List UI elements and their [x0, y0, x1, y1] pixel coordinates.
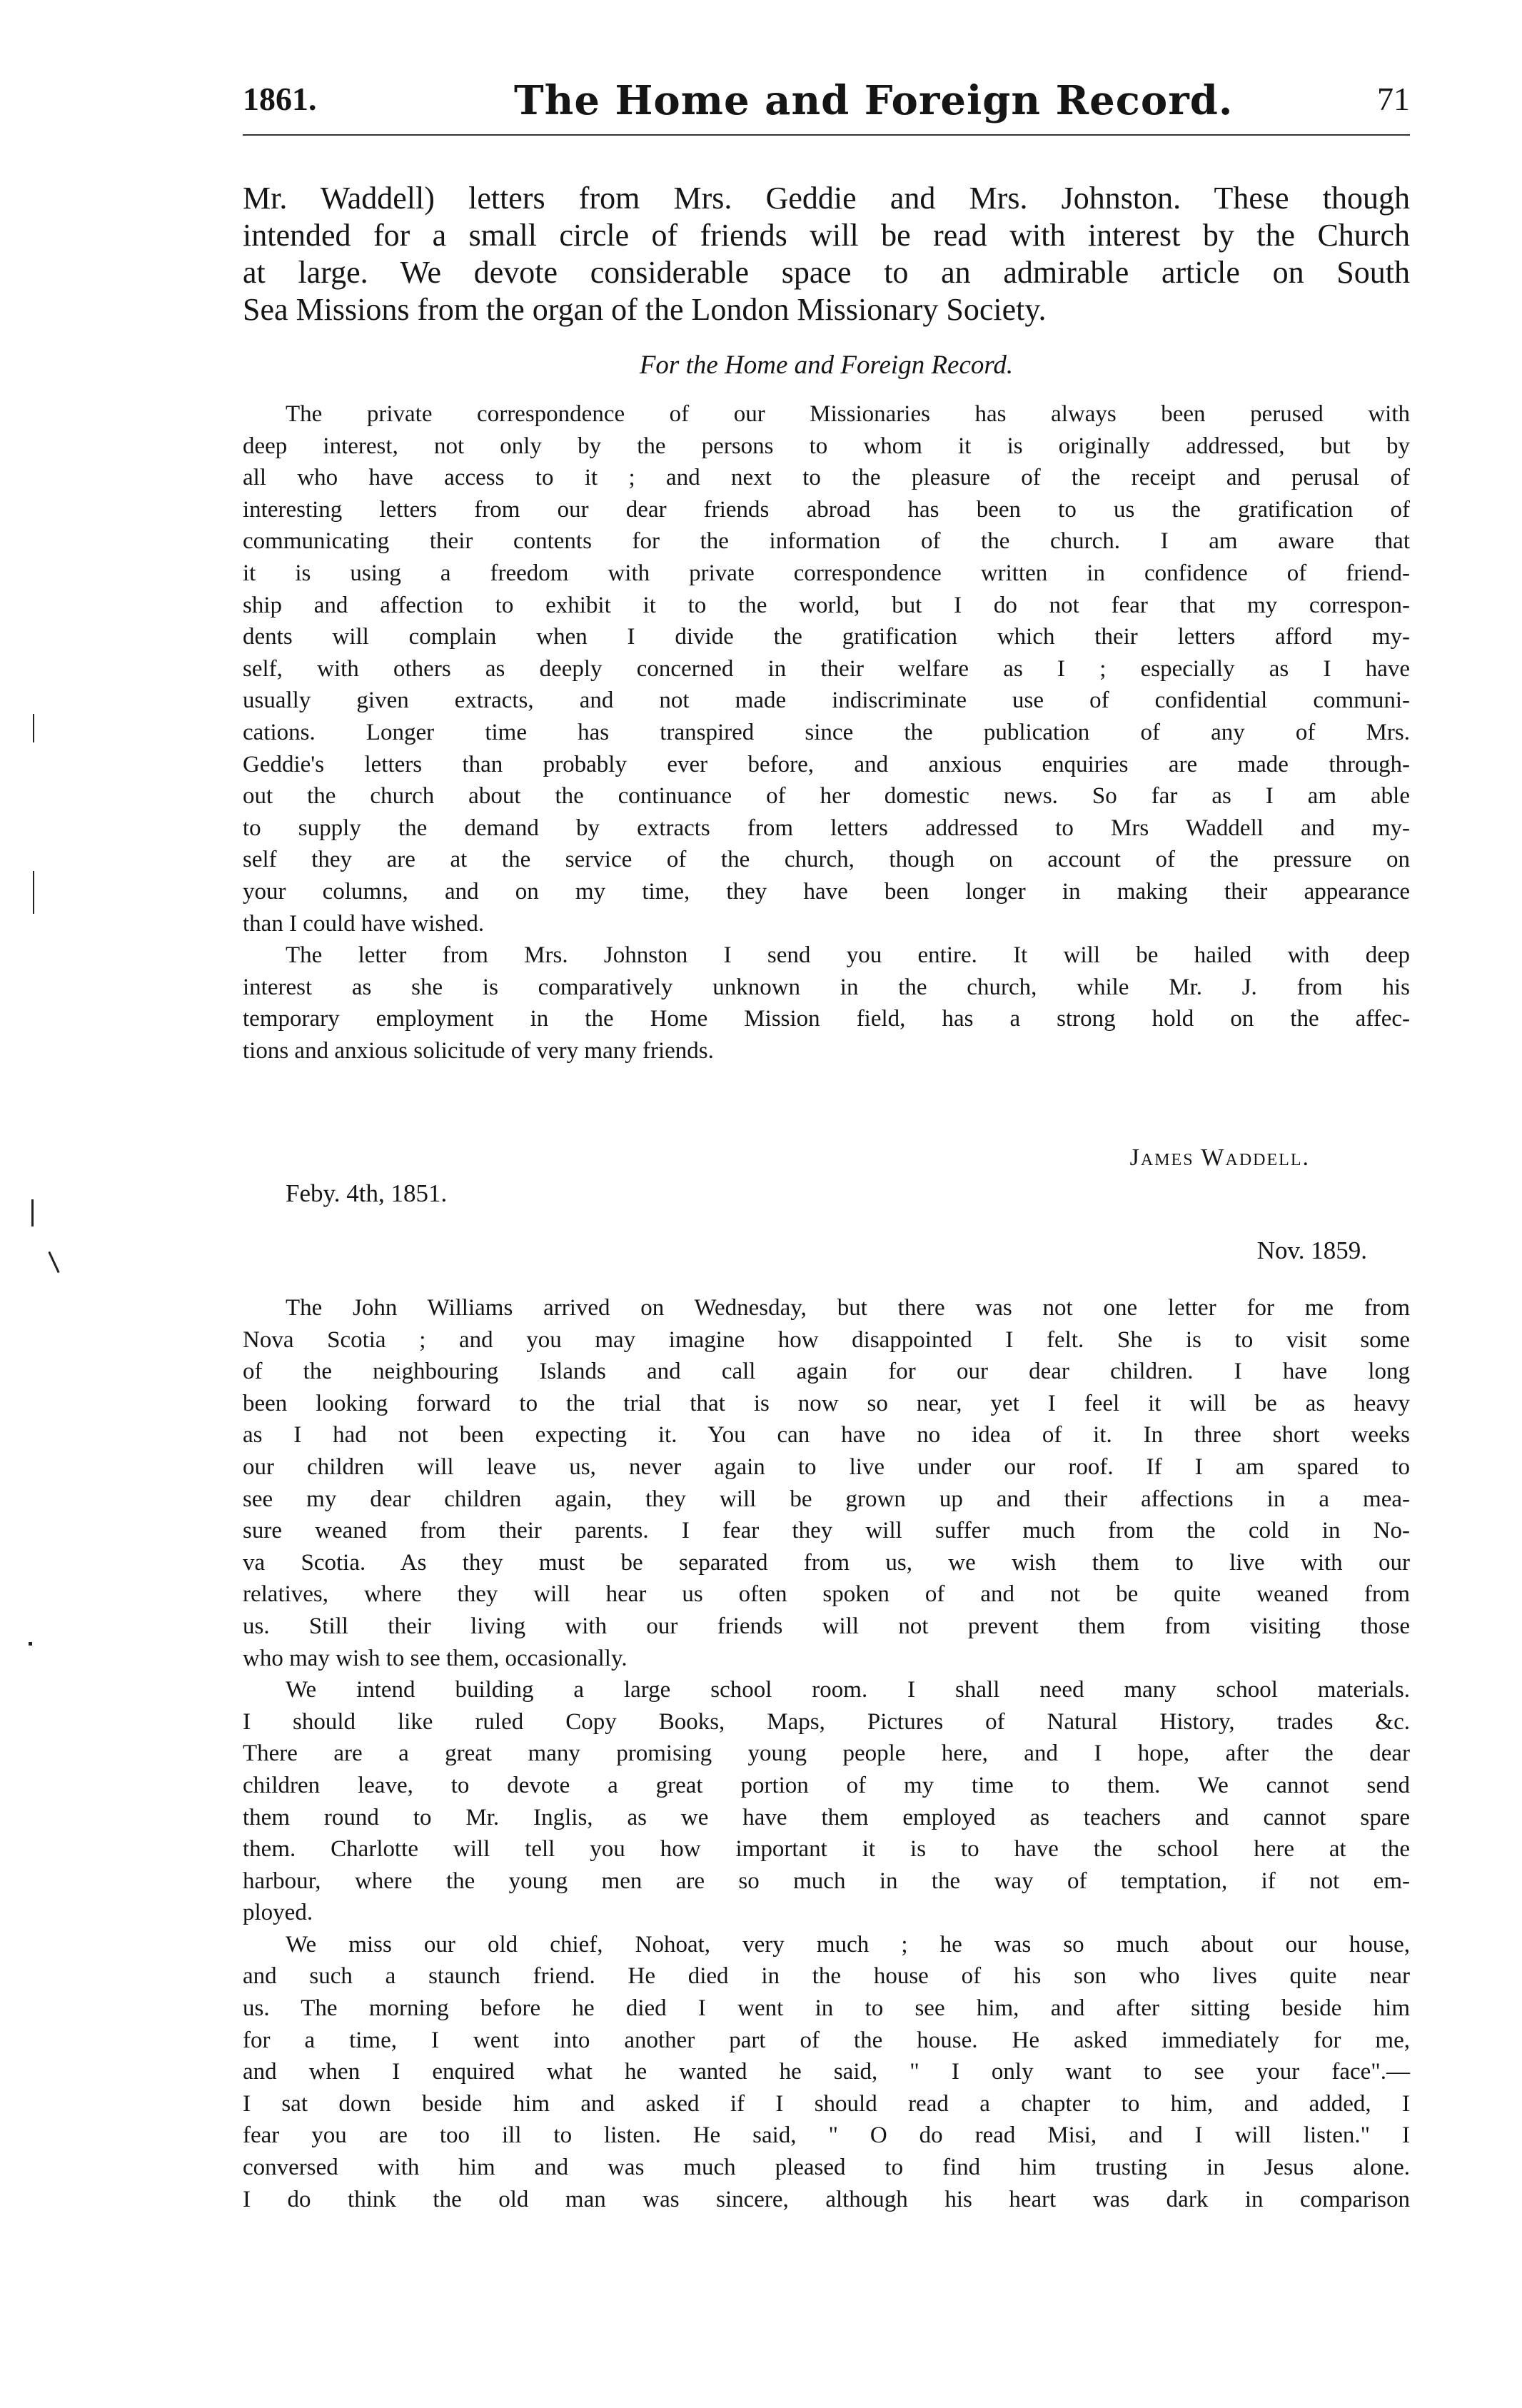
journal-title: The Home and Foreign Record.: [514, 77, 1234, 124]
text-line: self, with others as deeply concerned in their welfare as I ; especially as I have: [243, 655, 1410, 682]
text-line: I should like ruled Copy Books, Maps, Pictures of Natural History, trades &c.: [243, 1708, 1410, 1735]
text-line: out the church about the continuance of her domestic news. So far as I am able: [243, 783, 1410, 810]
text-line: va Scotia. As they must be separated from us, we wish them to live with our: [243, 1549, 1410, 1576]
text-line: dents will complain when I divide the gratification which their letters afford my-: [243, 624, 1410, 650]
text-line: to supply the demand by extracts from letters addressed to Mrs Waddell and my-: [243, 815, 1410, 841]
text-line: see my dear children again, they will be grown up and their affections in a mea-: [243, 1486, 1410, 1512]
text-line: Mr. Waddell) letters from Mrs. Geddie and Mrs. Johnston. These though: [243, 181, 1410, 216]
text-line: harbour, where the young men are so much in the way of temptation, if not em-: [243, 1868, 1410, 1894]
date-right-block: [243, 1235, 1410, 1267]
date-right: Nov. 1859.: [1256, 1236, 1367, 1264]
signature: James Waddell.: [1129, 1144, 1310, 1171]
scan-mark: [29, 1642, 32, 1646]
text-line: sure weaned from their parents. I fear they will suffer much from the cold in No-: [243, 1518, 1410, 1544]
text-line: self they are at the service of the church, though on account of the pressure on: [243, 847, 1410, 873]
text-line: We miss our old chief, Nohoat, very much ; he was so much about our house,: [286, 1931, 1410, 1958]
running-header: [243, 77, 1410, 130]
text-line: your columns, and on my time, they have been longer in making their appearance: [243, 878, 1410, 905]
text-line: relatives, where they will hear us often spoken of and not be quite weaned from: [243, 1581, 1410, 1608]
text-line: who may wish to see them, occasionally.: [243, 1645, 628, 1671]
scan-mark: [48, 1251, 59, 1273]
text-line: I sat down beside him and asked if I should read a chapter to him, and added, I: [243, 2090, 1410, 2117]
text-line: for a time, I went into another part of the house. He asked immediately for me,: [243, 2027, 1410, 2053]
text-line: tions and anxious solicitude of very many friends.: [243, 1037, 714, 1064]
text-line: our children will leave us, never again to live under our roof. If I am spared to: [243, 1454, 1410, 1480]
text-line: cations. Longer time has transpired since the publication of any of Mrs.: [243, 719, 1410, 745]
text-line: intended for a small circle of friends will be read with interest by the Church: [243, 218, 1410, 253]
text-line: Sea Missions from the organ of the London Missionary Society.: [243, 292, 1047, 327]
text-line: than I could have wished.: [243, 910, 485, 937]
text-line: and when I enquired what he wanted he said, " I only want to see your face".—: [243, 2059, 1410, 2085]
text-line: at large. We devote considerable space to an admirable article on South: [243, 255, 1410, 290]
section-heading: For the Home and Foreign Record.: [639, 351, 1014, 380]
text-line: communicating their contents for the information of the church. I am aware that: [243, 528, 1410, 555]
text-line: conversed with him and was much pleased to find him trusting in Jesus alone.: [243, 2155, 1410, 2181]
text-line: ployed.: [243, 1900, 313, 1926]
text-line: ship and affection to exhibit it to the world, but I do not fear that my correspon-: [243, 592, 1410, 618]
header-year: 1861.: [243, 81, 317, 117]
text-line: The John Williams arrived on Wednesday, but there was not one letter for me from: [286, 1295, 1410, 1321]
signature-block: [243, 1142, 1410, 1174]
text-line: children leave, to devote a great portion of my time to them. We cannot send: [243, 1772, 1410, 1798]
text-line: as I had not been expecting it. You can have no idea of it. In three short weeks: [243, 1422, 1410, 1449]
text-line: fear you are too ill to listen. He said, " O do read Misi, and I will listen." I: [243, 2122, 1410, 2149]
text-line: interest as she is comparatively unknown in the church, while Mr. J. from his: [243, 974, 1410, 1000]
text-line: deep interest, not only by the persons to whom it is originally addressed, but by: [243, 433, 1410, 459]
intro-paragraph: [243, 180, 1410, 328]
text-line: and such a staunch friend. He died in the house of his son who lives quite near: [243, 1963, 1410, 1990]
text-line: them. Charlotte will tell you how important it is to have the school here at the: [243, 1836, 1410, 1863]
text-line: Geddie's letters than probably ever before, and anxious enquiries are made through-: [243, 751, 1410, 777]
text-line: The letter from Mrs. Johnston I send you entire. It will be hailed with deep: [286, 942, 1410, 969]
text-line: We intend building a large school room. I shall need many school materials.: [286, 1677, 1410, 1703]
text-line: us. Still their living with our friends will not prevent them from visiting those: [243, 1613, 1410, 1639]
header-rule: [243, 134, 1410, 136]
text-line: of the neighbouring Islands and call again for our dear children. I have long: [243, 1359, 1410, 1385]
page-number: 71: [1377, 81, 1410, 117]
text-line: Nova Scotia ; and you may imagine how disappointed I felt. She is to visit some: [243, 1326, 1410, 1353]
text-line: I do think the old man was sincere, although his heart was dark in comparison: [243, 2186, 1410, 2212]
scan-mark: [33, 714, 34, 742]
text-line: it is using a freedom with private correspondence written in confidence of friend-: [243, 560, 1410, 586]
text-line: The private correspondence of our Missionaries has always been perused with: [286, 401, 1410, 427]
text-line: all who have access to it ; and next to the pleasure of the receipt and perusal of: [243, 465, 1410, 491]
text-line: been looking forward to the trial that is now so near, yet I feel it will be as heavy: [243, 1390, 1410, 1416]
editor-preface: [243, 398, 1410, 1067]
section-heading-block: [243, 350, 1410, 382]
text-line: them round to Mr. Inglis, as we have them employed as teachers and cannot spare: [243, 1804, 1410, 1830]
text-line: usually given extracts, and not made indiscriminate use of confidential communi-: [243, 687, 1410, 714]
date-left-block: [243, 1178, 1410, 1210]
text-line: us. The morning before he died I went in to see him, and after sitting beside him: [243, 1995, 1410, 2022]
scan-mark: [33, 871, 34, 914]
text-line: temporary employment in the Home Mission field, has a strong hold on the affec-: [243, 1006, 1410, 1032]
date-left: Feby. 4th, 1851.: [286, 1179, 448, 1207]
letter-body: [243, 1292, 1410, 2215]
text-line: interesting letters from our dear friends abroad has been to us the gratification of: [243, 496, 1410, 523]
scan-mark: [31, 1199, 34, 1226]
text-line: There are a great many promising young people here, and I hope, after the dear: [243, 1740, 1410, 1767]
